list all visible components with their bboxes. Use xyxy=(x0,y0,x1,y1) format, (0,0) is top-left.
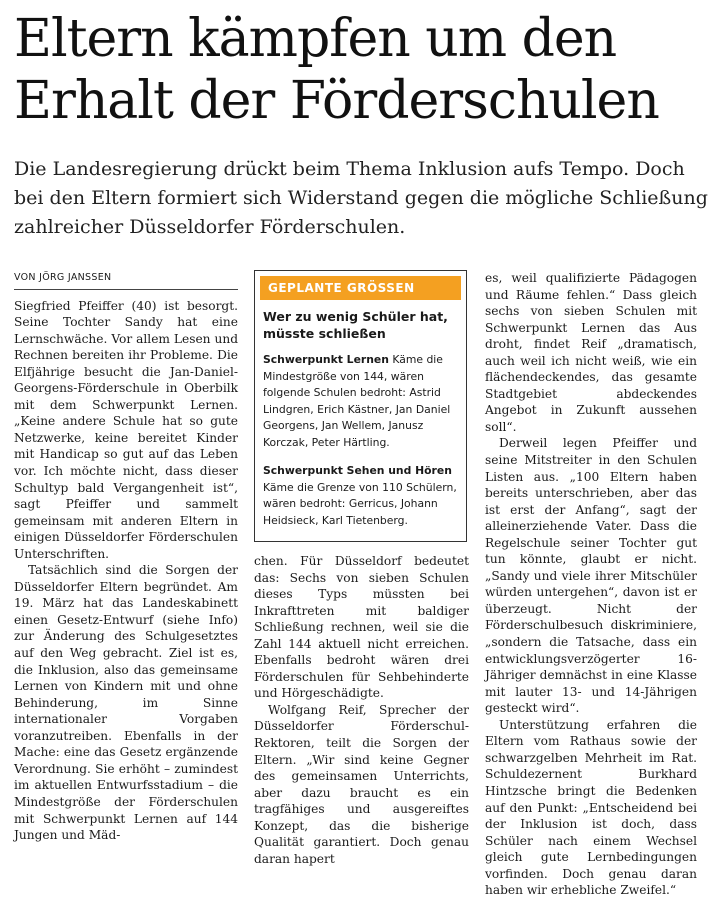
info-box-section-heading: Schwerpunkt Sehen und Hören xyxy=(263,464,452,477)
paragraph: Siegfried Pfeiffer (40) ist besorgt. Seine Tochter Sandy hat eine Lernschwäche. Vor allem Lesen und Rechnen bereiten ihr Probleme. Die Elfjährige besucht die Jan-Daniel-Georgens-Förderschule in Oberbilk mit dem Schwerpunkt Lernen. „Keine andere Schule hat so gute Netzwerke, keine bereitet Kinder mit Handicap so gut auf das Leben vor. Ich möchte nicht, dass dieser Schultyp bald Vergangenheit ist“, sagt Pfeiffer und sammelt gemeinsam mit anderen Eltern in einigen Düsseldorfer Förderschulen Unterschriften. xyxy=(14,298,238,561)
article-column-2 xyxy=(254,553,469,867)
info-box-section-lernen xyxy=(263,352,458,451)
article-column-3 xyxy=(485,270,697,899)
paragraph: Unterstützung erfahren die Eltern vom Rathaus sowie der schwarzgelben Mehrheit im Rat. Schuldezernent Burkhard Hintzsche bringt die Bedenken auf den Punkt: „Entscheidend bei der Inklusion ist doch, dass Schüler nach einem Wechsel gleich gute Lernbedingungen vorfinden. Doch genau daran haben wir erhebliche Zweifel.“ xyxy=(485,717,697,898)
subhead: Die Landesregierung drückt beim Thema Inklusion aufs Tempo. Doch bei den Eltern formiert sich Widerstand gegen die mögliche Schließung zahlreicher Düsseldorfer Förderschulen. xyxy=(14,158,708,238)
info-box-section-sehen-hoeren xyxy=(263,463,458,529)
headline: Eltern kämpfen um den Erhalt der Förderschulen xyxy=(14,9,659,131)
paragraph: es, weil qualifizierte Pädagogen und Räume fehlen.“ Dass gleich sechs von sieben Schulen mit Schwerpunkt Lernen das Aus droht, findet Reif „dramatisch, auch weil ich nicht weiß, wie ein flächendeckendes, das gesamte Stadtgebiet abdeckendes Angebot in Zukunft aussehen soll“. xyxy=(485,271,697,434)
article-column-1 xyxy=(14,270,238,844)
byline: VON JÖRG JANSSEN xyxy=(14,270,238,290)
info-box-section-text: Käme die Grenze von 110 Schülern, wären bedroht: Gerricus, Johann Heidsieck, Karl Tietenberg. xyxy=(263,480,457,527)
info-box-section-text: Käme die Mindestgröße von 144, wären folgende Schulen bedroht: Astrid Lindgren, Erich Kästner, Jan Daniel Georgens, Jan Wellem, Janusz Korczak, Peter Härtling. xyxy=(263,353,451,449)
paragraph: chen. Für Düsseldorf bedeutet das: Sechs von sieben Schulen dieses Typs müssten bei Inkrafttreten mit baldiger Schließung rechnen, weil sie die Zahl 144 aktuell nicht erreichen. Ebenfalls bedroht wären drei Förderschulen für Sehbehinderte und Hörgeschädigte. xyxy=(254,554,469,701)
info-box-title: Wer zu wenig Schüler hat, müsste schließen xyxy=(263,309,448,341)
info-box-label: GEPLANTE GRÖSSEN xyxy=(260,276,461,300)
info-box-section-heading: Schwerpunkt Lernen xyxy=(263,353,389,366)
info-box xyxy=(254,270,467,542)
paragraph: Tatsächlich sind die Sorgen der Düsseldorfer Eltern begründet. Am 19. März hat das Landeskabinett einen Gesetz-Entwurf (siehe Info) zur Änderung des Schulgesetztes auf den Weg gebracht. Ziel ist es, die Inklusion, also das gemeinsame Lernen von Kindern mit und ohne Behinderung, im Sinne internationaler Vorgaben voranzutreiben. Ebenfalls in der Mache: eine das Gesetz ergänzende Verordnung. Sie erhöht – zumindest im aktuellen Entwurfsstadium – die Mindestgröße der Förderschulen mit Schwerpunkt Lernen auf 144 Jungen und Mäd- xyxy=(14,563,238,843)
paragraph: Wolfgang Reif, Sprecher der Düsseldorfer Förderschul-Rektoren, teilt die Sorgen der Eltern. „Wir sind keine Gegner des gemeinsamen Unterrichts, aber dazu braucht es ein tragfähiges und ausgereiftes Konzept, das die bisherige Qualität garantiert. Doch genau daran hapert xyxy=(254,702,469,866)
paragraph: Derweil legen Pfeiffer und seine Mitstreiter in den Schulen Listen aus. „100 Eltern haben bereits unterschrieben, aber das ist erst der Anfang“, sagt der alleinerziehende Vater. Dass die Regelschule seiner Tochter gut tun könnte, glaubt er nicht. „Sandy und viele ihrer Mitschüler würden untergehen“, davon ist er überzeugt. Nicht der Förderschulbesuch diskriminiere, „sondern die Tatsache, dass ein entwicklungsverzögerter 16-Jähriger demnächst in eine Klasse mit lauter 13- und 14-Jährigen gesteckt wird“. xyxy=(485,436,697,716)
